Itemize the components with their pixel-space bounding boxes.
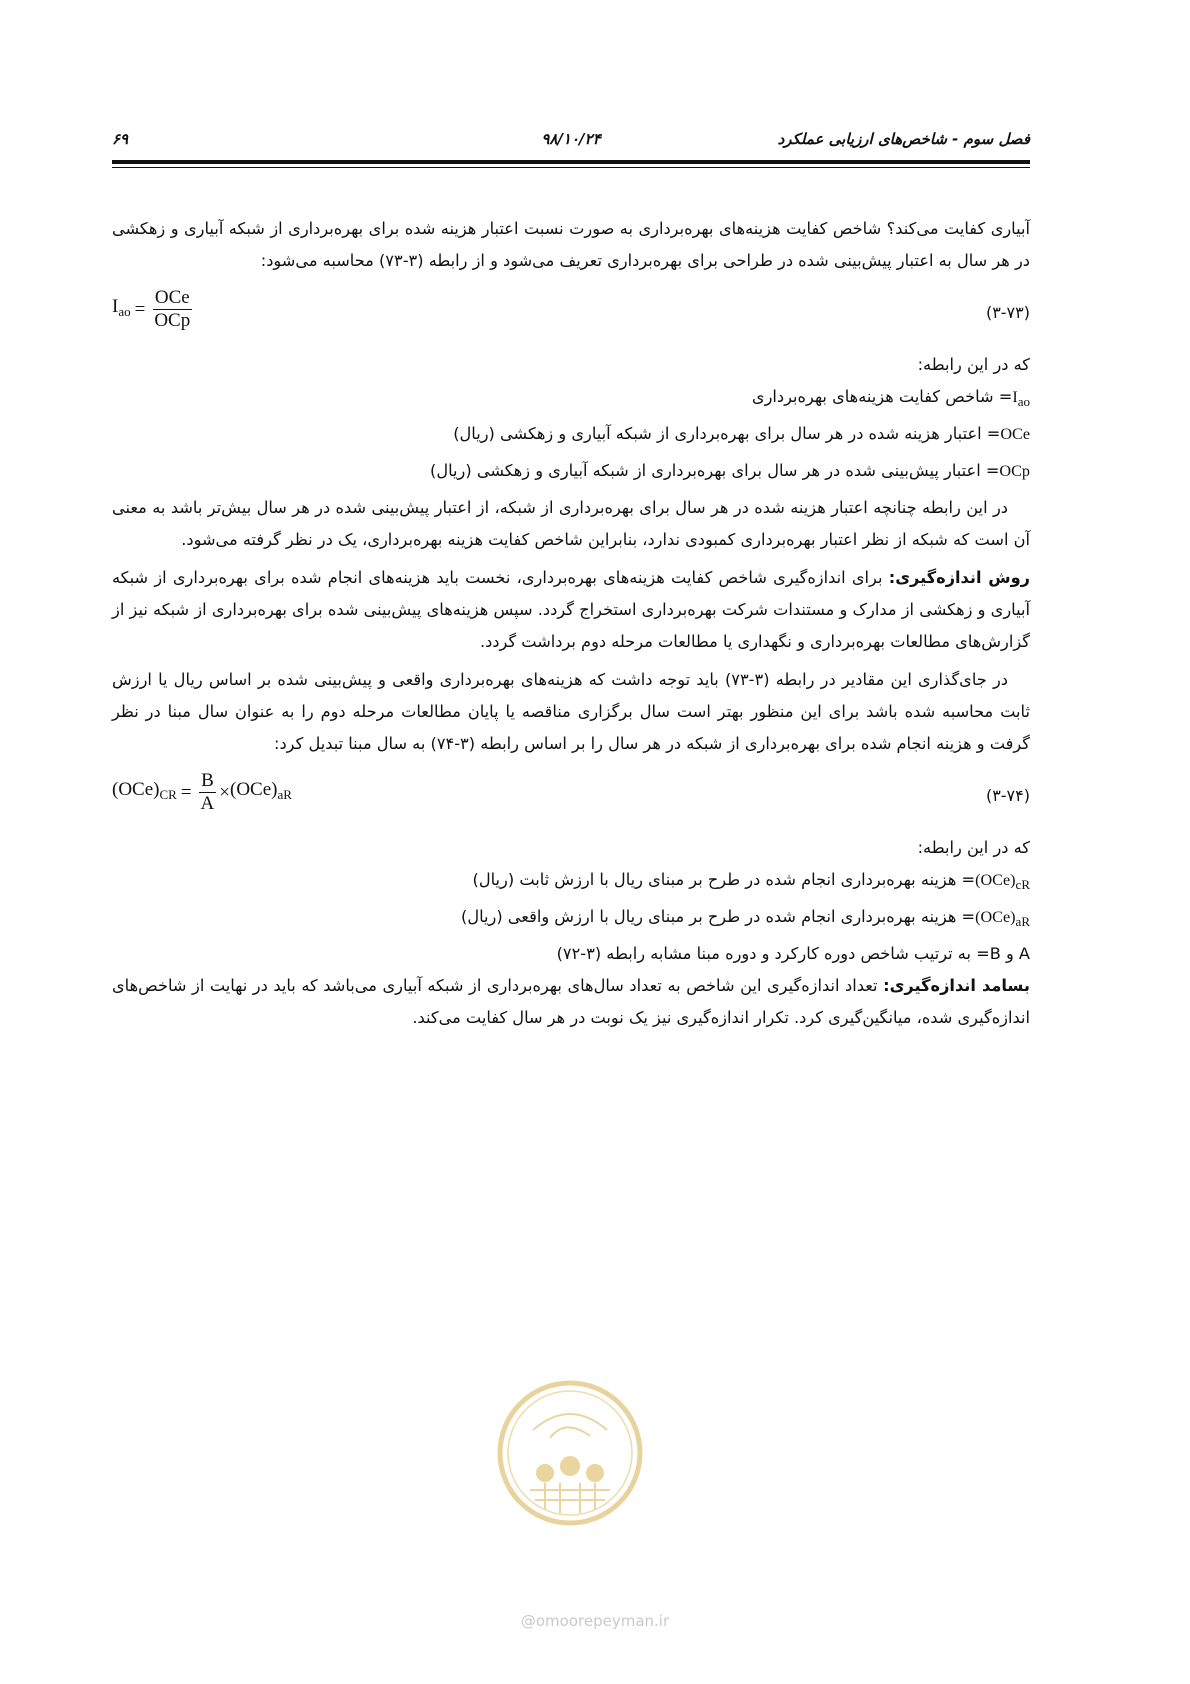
formula-73-fraction (152, 287, 192, 332)
formula-73-numerator: OCe (154, 287, 190, 308)
formula-73-number: (۳-۷۳) (985, 303, 1030, 322)
formula-73-equals: = (134, 298, 146, 320)
page-number: ۶۹ (112, 130, 129, 148)
formula-74-number: (۳-۷۴) (985, 786, 1030, 805)
formula-74-lhs: $(OCe)_{CR}$ (112, 779, 177, 802)
paragraph-explanation: در این رابطه چنانچه اعتبار هزینه شده در هر سال برای بهره‌برداری از شبکه، از اعتبار پیش‌بینی شده در هر سال بیش‌تر باشد به معنی آن است که شبکه از نظر اعتبار بهره‌برداری کمبودی ندارد، بنابراین شاخص کفایت هزینه بهره‌برداری، یک در نظر گرفته می‌شود. (112, 498, 1030, 549)
formula-74-numerator: B (201, 770, 214, 791)
formula-73-denominator: OCp (154, 310, 191, 331)
formula-74-fraction (199, 770, 217, 815)
definition-item: OCe= اعتبار هزینه شده در هر سال برای بهره‌برداری از شبکه آبیاری و زهکشی (ریال) (453, 424, 1030, 443)
definitions-list-2 (112, 864, 1030, 970)
watermark-url: @omoorepeyman.ir (520, 1612, 670, 1630)
formula-74-equals: = (180, 781, 192, 803)
definition-item: OCp= اعتبار پیش‌بینی شده در هر سال برای بهره‌برداری از شبکه آبیاری و زهکشی (ریال) (430, 461, 1030, 480)
formula-74-expression (112, 770, 292, 815)
formula-74-rhs: $(OCe)_{aR}$ (230, 779, 292, 802)
header-rule-thick (112, 160, 1030, 164)
definition-item: $(OCe)_{aR}=$ هزینه بهره‌برداری انجام شده در طرح بر مبنای ریال با ارزش واقعی (ریال) (461, 907, 1030, 929)
header-date: ۹۸/۱۰/۲۴ (541, 130, 601, 148)
formula-74-times: × (219, 781, 230, 803)
measurement-method-label: روش اندازه‌گیری: (888, 568, 1030, 587)
definition-item: $I_{ao}=$ شاخص کفایت هزینه‌های بهره‌برداری (751, 387, 1030, 409)
paragraph-intro: آبیاری کفایت می‌کند؟ شاخص کفایت هزینه‌های بهره‌برداری به صورت نسبت اعتبار هزینه شده برای بهره‌برداری از شبکه آبیاری و زهکشی در هر سال به اعتبار پیش‌بینی شده در طراحی برای بهره‌برداری تعریف می‌شود و از رابطه (۳-۷۳) محاسبه می‌شود: (112, 219, 1030, 270)
where-label-1: که در این رابطه: (917, 355, 1030, 374)
page-body (112, 213, 1030, 1034)
definition-item: $(OCe)_{cR}=$ هزینه بهره‌برداری انجام شده در طرح بر مبنای ریال با ارزش ثابت (ریال) (472, 870, 1030, 892)
definition-item: A و B= به ترتیب شاخص دوره کارکرد و دوره مبنا مشابه رابطه (۳-۷۲) (556, 944, 1030, 963)
formula-74-denominator: A (200, 793, 215, 814)
paragraph-substitution: در جای‌گذاری این مقادیر در رابطه (۳-۷۳) باید توجه داشت که هزینه‌های بهره‌برداری واقعی و پیش‌بینی شده بر اساس ریال یا ارزش ثابت محاسبه شده باشد برای این منظور بهتر است سال برگزاری مناقصه یا پایان مطالعات مرحله دوم را به عنوان سال مبنا در نظر گرفت و هزینه انجام شده برای بهره‌برداری از شبکه در هر سال را بر اساس رابطه (۳-۷۴) به سال مبنا تبدیل کرد: (112, 670, 1030, 753)
formula-73-expression (112, 287, 195, 332)
chapter-title: فصل سوم - شاخص‌های ارزیابی عملکرد (777, 130, 1030, 148)
watermark-seal-logo (495, 1378, 645, 1528)
header-rule-thin (112, 167, 1030, 168)
formula-73 (112, 279, 1030, 347)
formula-74 (112, 762, 1030, 830)
paragraph-measurement-method: روش اندازه‌گیری: برای اندازه‌گیری شاخص کفایت هزینه‌های بهره‌برداری، نخست باید هزینه‌های انجام شده برای بهره‌برداری از شبکه آبیاری و زهکشی از مدارک و مستندات شرکت بهره‌برداری استخراج گردد. سپس هزینه‌های پیش‌بینی شده برای بهره‌برداری از شبکه نیز از گزارش‌های مطالعات بهره‌برداری و نگهداری یا مطالعات مرحله دوم برداشت گردد. (112, 568, 1030, 651)
page-header (112, 130, 1030, 154)
formula-73-lhs: $I_{ao}$ (112, 296, 131, 319)
definitions-list-1 (112, 381, 1030, 492)
paragraph-frequency: بسامد اندازه‌گیری: تعداد اندازه‌گیری این شاخص به تعداد سال‌های بهره‌برداری از شبکه آبیاری می‌باشد که باید در نهایت از شاخص‌های اندازه‌گیری شده، میانگین‌گیری کرد. تکرار اندازه‌گیری نیز یک نوبت در هر سال کفایت می‌کند. (112, 976, 1030, 1027)
where-label-2: که در این رابطه: (917, 838, 1030, 857)
frequency-label: بسامد اندازه‌گیری: (883, 976, 1030, 995)
